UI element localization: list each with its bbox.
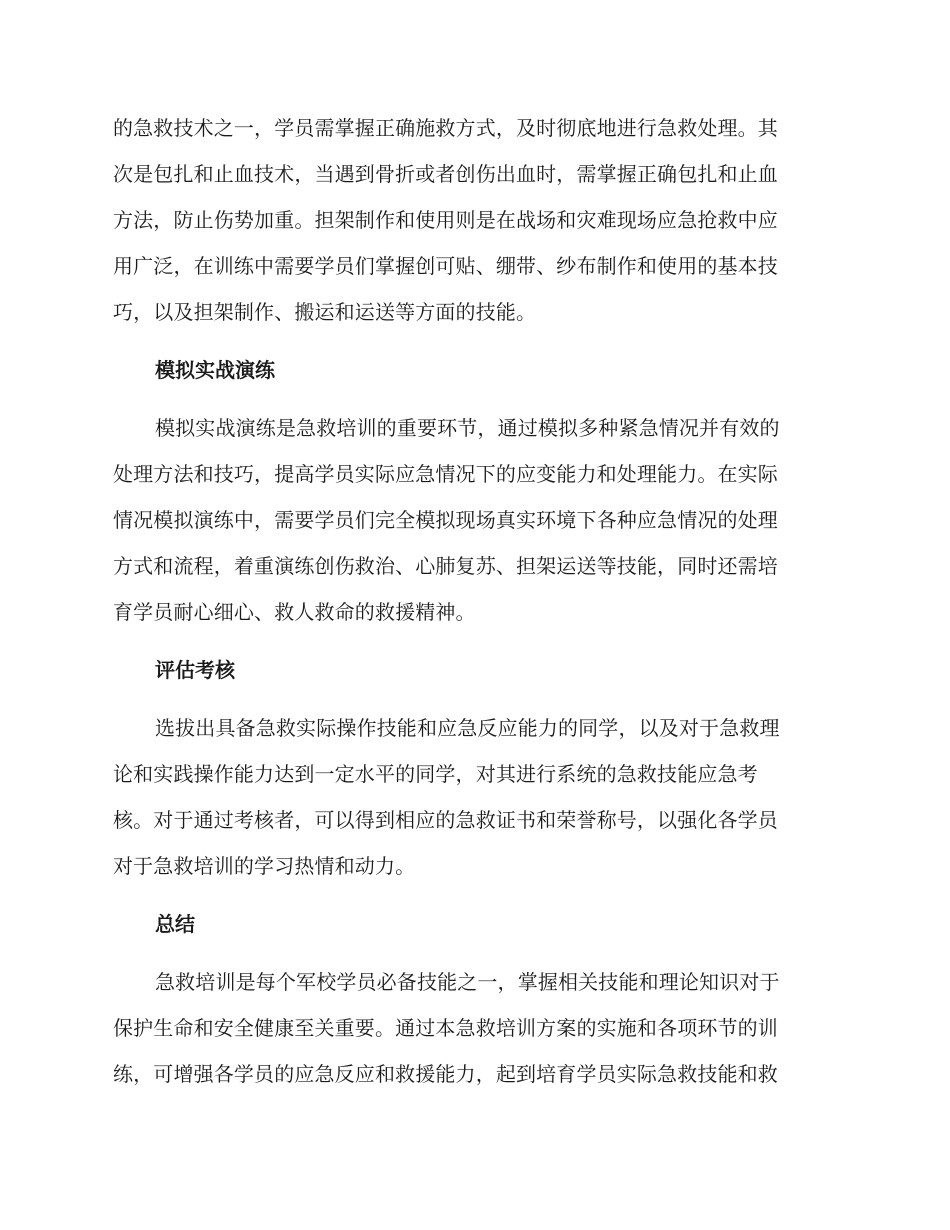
- text-line: 用广泛，在训练中需要学员们掌握创可贴、绷带、纱布制作和使用的基本技: [113, 254, 778, 278]
- text-line: 选拔出具备急救实际操作技能和应急反应能力的同学，以及对于急救理: [155, 716, 780, 740]
- intro-paragraph: [113, 105, 833, 335]
- section-heading-summary: 总结: [155, 912, 195, 936]
- summary-paragraph: [113, 959, 833, 1097]
- text-line: 情况模拟演练中，需要学员们完全模拟现场真实环境下各种应急情况的处理: [113, 508, 778, 532]
- section-heading-drill: 模拟实战演练: [155, 358, 275, 382]
- text-line: 的急救技术之一，学员需掌握正确施救方式，及时彻底地进行急救处理。其: [113, 116, 778, 140]
- text-line: 练，可增强各学员的应急反应和救援能力，起到培育学员实际急救技能和救: [113, 1062, 778, 1086]
- text-line: 保护生命和安全健康至关重要。通过本急救培训方案的实施和各项环节的训: [113, 1016, 778, 1040]
- section-heading-assessment: 评估考核: [155, 658, 235, 682]
- text-line: 处理方法和技巧，提高学员实际应急情况下的应变能力和处理能力。在实际: [113, 462, 778, 486]
- text-line: 方法，防止伤势加重。担架制作和使用则是在战场和灾难现场应急抢救中应: [113, 208, 778, 232]
- drill-paragraph: [113, 405, 833, 635]
- text-line: 急救培训是每个军校学员必备技能之一，掌握相关技能和理论知识对于: [155, 970, 780, 994]
- document-page: [113, 105, 833, 1097]
- text-line: 方式和流程，着重演练创伤救治、心肺复苏、担架运送等技能，同时还需培: [113, 554, 778, 578]
- assessment-paragraph: [113, 705, 833, 889]
- text-line: 论和实践操作能力达到一定水平的同学，对其进行系统的急救技能应急考: [113, 762, 758, 786]
- text-line: 次是包扎和止血技术，当遇到骨折或者创伤出血时，需掌握正确包扎和止血: [113, 162, 778, 186]
- text-line: 对于急救培训的学习热情和动力。: [113, 854, 416, 878]
- text-line: 巧，以及担架制作、搬运和运送等方面的技能。: [113, 300, 537, 324]
- text-line: 育学员耐心细心、救人救命的救援精神。: [113, 600, 476, 624]
- text-line: 核。对于通过考核者，可以得到相应的急救证书和荣誉称号，以强化各学员: [113, 808, 778, 832]
- text-line: 模拟实战演练是急救培训的重要环节，通过模拟多种紧急情况并有效的: [155, 416, 780, 440]
